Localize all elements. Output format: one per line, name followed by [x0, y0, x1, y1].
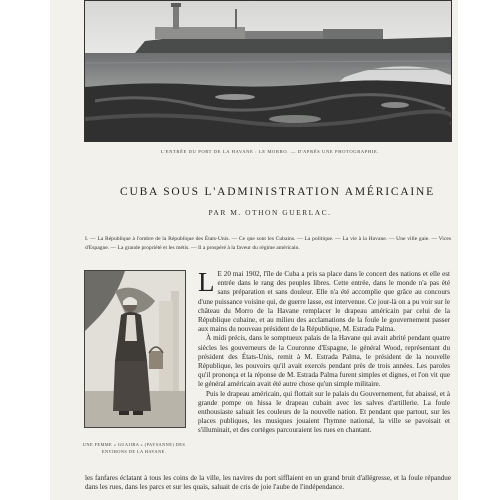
article-byline: PAR M. OTHON GUERLAC.	[208, 208, 332, 217]
woman-photo-caption: UNE FEMME « GUAJIRA » (PAYSANNE) DES ENVIRONS DE LA HAVANE.	[82, 442, 186, 454]
lead-text: E 20 mai 1902, l'île de Cuba a pris sa place dans le concert des nations et elle est entrée dans le rang des peuples libres. Cette entrée, dans le monde n'a pas été sans préparation et sans douleur. Elle n'a été accomplie que grâce au concours d'une puissance voisine qui, de guerre lasse, est intervenue. Ce jour-là on a pu voir sur le château du Morro de la Havane remplacer le drapeau américain par celui de la République cubaine, et au milieu des acclamations de la foule le gouvernement passer aux mains du nouveau président de la République, M. Estrada Palma.	[198, 270, 450, 334]
havana-harbor-photo	[84, 0, 452, 142]
article-paragraph-2: À midi précis, dans le somptueux palais de la Havane qui avait abrité pendant quatre siècles les gouverneurs de la Couronne d'Espagne, le général Wood, représentant du président des États-Unis, remit à M. Estrada Palma, le président de la nouvelle République, les pouvoirs qu'il avait exercés pendant près de trois années. Les paroles qu'il prononça et la réponse de M. Estrada Palma furent simples et dignes, et l'on vit que le général américain avait été autre chose qu'un simple militaire.	[198, 334, 450, 389]
article-summary: I. — La République à l'ombre de la République des États-Unis. — Ce que sont les Cubains. — La politique. — La vie à la Havane. — Une ville gaie. — Vices d'Espagne. — La grande propriété et les métis. — Il a prospéré à la faveur du régime américain.	[85, 236, 451, 251]
guajira-woman-photo	[84, 270, 186, 428]
harbor-photo-caption: L'ENTRÉE DU PORT DE LA HAVANE : LE MORRO. — D'APRÈS UNE PHOTOGRAPHIE.	[160, 149, 380, 154]
article-body	[198, 267, 450, 436]
article-lead-paragraph	[198, 267, 450, 334]
article-title: CUBA SOUS L'ADMINISTRATION AMÉRICAINE	[120, 186, 435, 198]
article-paragraph-3: Puis le drapeau américain, qui flottait sur le palais du Gouvernement, fut abaissé, et à grande pompe on hissa le drapeau cubain avec les salves d'artillerie. La foule enthousiaste saluait les couleurs de la nouvelle nation. Et pendant que partout, sur les places publiques, les musiques jouaient l'hymne national, la ville se pavoisait et s'illuminait, et des cortèges parcouraient les rues en chantant.	[198, 389, 450, 435]
drop-cap: L	[198, 267, 215, 297]
article-bottom-text: les fanfares éclatant à tous les coins de la ville, les navires du port sifflaient en un grand bruit d'allégresse, et la foule répandue dans les rues, dans les parcs et sur les quais, saluait de cris de joie l'aube de l'indépendance.	[85, 474, 451, 492]
